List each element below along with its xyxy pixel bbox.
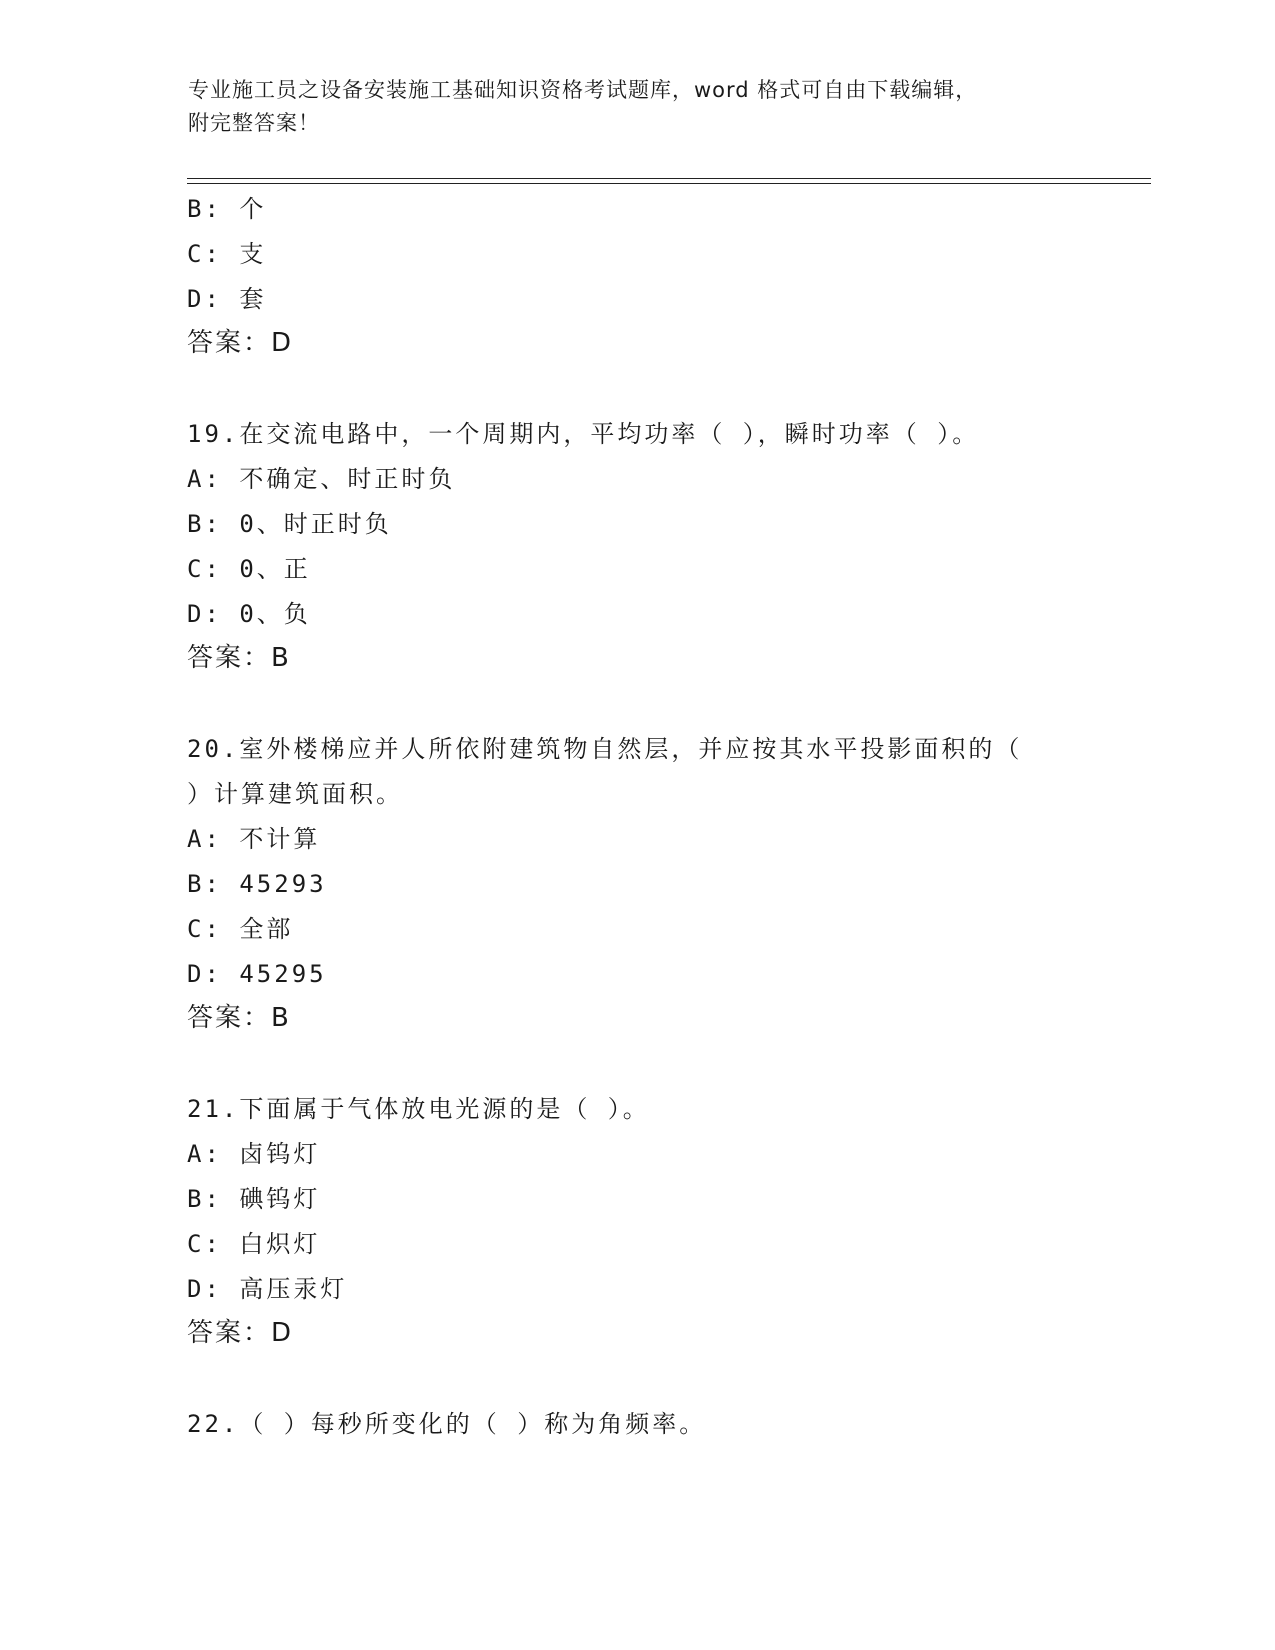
option-a: A: 不计算: [187, 825, 321, 853]
answer: 答案：D: [187, 1318, 294, 1348]
question-20: 20.室外楼梯应并人所依附建筑物自然层，并应按其水平投影面积的（: [187, 735, 1023, 763]
document-header: [188, 74, 1088, 140]
question-20-continued: ）计算建筑面积。: [187, 780, 403, 808]
option-b: B: 45293: [187, 870, 327, 898]
option-c: C: 0、正: [187, 555, 311, 583]
option-a: A: 卤钨灯: [187, 1140, 321, 1168]
header-line-2: 附完整答案！: [188, 111, 320, 135]
question-22: 22.（ ）每秒所变化的（ ）称为角频率。: [187, 1410, 707, 1438]
option-b: B: 0、时正时负: [187, 510, 392, 538]
header-divider-top: [187, 178, 1151, 179]
header-line-1: 专业施工员之设备安装施工基础知识资格考试题库，word 格式可自由下载编辑，: [188, 78, 978, 102]
option-b: B: 碘钨灯: [187, 1185, 321, 1213]
option-b: B: 个: [187, 195, 267, 223]
option-c: C: 支: [187, 240, 267, 268]
option-d: D: 套: [187, 285, 267, 313]
option-c: C: 全部: [187, 915, 294, 943]
answer: 答案：B: [187, 1003, 291, 1033]
question-19: 19.在交流电路中，一个周期内，平均功率（ ），瞬时功率（ ）。: [187, 420, 980, 448]
answer: 答案：B: [187, 643, 291, 673]
option-d: D: 45295: [187, 960, 327, 988]
answer: 答案：D: [187, 328, 294, 358]
option-a: A: 不确定、时正时负: [187, 465, 456, 493]
header-divider-bottom: [187, 183, 1151, 184]
option-c: C: 白炽灯: [187, 1230, 321, 1258]
option-d: D: 0、负: [187, 600, 311, 628]
option-d: D: 高压汞灯: [187, 1275, 348, 1303]
question-21: 21.下面属于气体放电光源的是（ ）。: [187, 1095, 650, 1123]
